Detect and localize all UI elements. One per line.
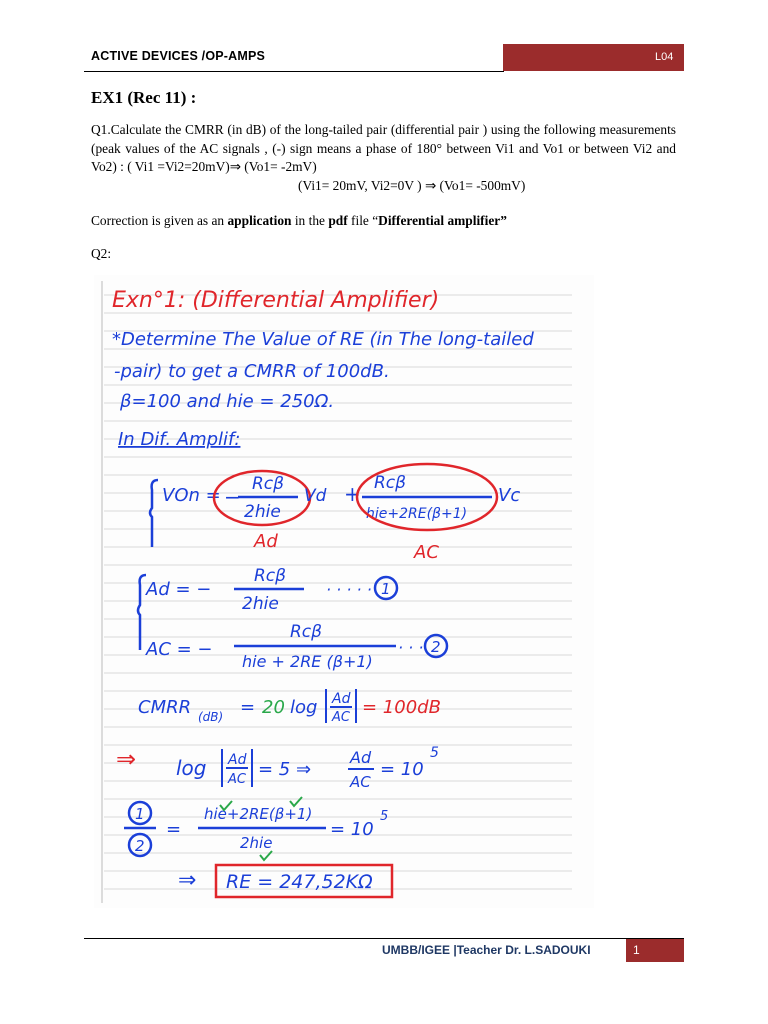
correction-file-name: Differential amplifier”	[378, 213, 507, 228]
question-2-label: Q2:	[91, 246, 112, 261]
footer-teacher: Teacher Dr. L.SADOUKI	[456, 943, 591, 957]
hw-eq-1: =	[240, 697, 256, 718]
hw-ratio2-num: hie+2RE(β+1)	[204, 805, 313, 823]
hw-frac1-num: Rcβ	[252, 474, 285, 494]
footer-credit	[382, 943, 591, 957]
hw-log-2: log	[176, 756, 207, 780]
hw-log-eq: = 5 ⇒	[258, 759, 312, 780]
hw-ratio-den-2: AC	[228, 772, 246, 787]
question-1-second-measure: (Vi1= 20mV, Vi2=0V ) ⇒ (Vo1= -500mV)	[298, 178, 526, 193]
hw-ratio-den-1: AC	[332, 710, 350, 725]
hw-dots-1: · · · · ·	[326, 580, 372, 599]
hw-ratio2-eq: = 10	[330, 819, 374, 840]
hw-implies-arrow: ⇒	[116, 745, 137, 773]
correction-prefix: Correction is given as an	[91, 213, 228, 228]
lecture-code: L04	[655, 51, 674, 63]
hw-exp-2: 5	[380, 809, 389, 824]
notebook-page	[94, 275, 594, 908]
hw-task-line2: -pair) to get a CMRR of 100dB.	[114, 361, 390, 382]
hw-brace-2	[138, 575, 146, 650]
hw-ratio-num-2: Ad	[228, 752, 247, 768]
hw-ratio-den-3: AC	[350, 773, 371, 791]
hw-tag-2: 2	[431, 638, 441, 656]
correction-mid: in the	[291, 213, 329, 228]
hw-ac-num: Rcβ	[290, 622, 323, 642]
exercise-title: EX1 (Rec 11) :	[91, 88, 197, 107]
hw-minus-1: −	[224, 485, 241, 509]
hw-vd: Vd	[304, 486, 327, 506]
hw-task-line1: *Determine The Value of RE (in The long-tailed	[112, 329, 534, 350]
page-number: 1	[633, 943, 640, 957]
hw-ratio2-den: 2hie	[240, 834, 273, 852]
header-divider	[84, 71, 504, 72]
hw-ad-eq: Ad = −	[146, 579, 212, 600]
footer-org: UMBB/IGEE	[382, 943, 451, 957]
hw-result-arrow: ⇒	[178, 868, 197, 893]
hw-title: Exn°1: (Differential Amplifier)	[112, 288, 440, 313]
correction-mid2: file “	[347, 213, 379, 228]
footer-separator: |	[453, 943, 457, 957]
hw-ac-den: hie + 2RE (β+1)	[242, 652, 373, 671]
correction-pdf: pdf	[328, 213, 348, 228]
hw-check-3	[260, 851, 272, 860]
hw-cmrr-k: 20	[262, 697, 285, 718]
hw-ad-num: Rcβ	[254, 566, 287, 586]
hw-result: RE = 247,52KΩ	[226, 871, 373, 893]
hw-ratio-num-3: Ad	[350, 748, 372, 767]
correction-note	[91, 213, 507, 229]
hw-cmrr-sub: (dB)	[198, 710, 224, 724]
hw-plus: +	[344, 482, 361, 506]
hw-exp-1: 5	[430, 745, 439, 761]
hw-vc: Vc	[498, 485, 521, 506]
footer-divider	[84, 938, 684, 939]
hw-ad-den: 2hie	[242, 594, 279, 614]
hw-cmrr-lhs: CMRR	[138, 697, 192, 718]
hw-dots-2: · · ·	[398, 638, 424, 657]
hw-brace-1	[150, 480, 158, 547]
hw-log-1: log	[290, 697, 318, 718]
handwritten-solution-image	[94, 275, 594, 908]
hw-ac-eq: AC = −	[146, 639, 213, 660]
hw-given: β=100 and hie = 250Ω.	[120, 391, 335, 412]
hw-section-title: In Dif. Amplif:	[118, 429, 241, 450]
hw-ratio-num-1: Ad	[332, 691, 351, 707]
hw-frac1-den: 2hie	[244, 502, 281, 522]
hw-ac-label: AC	[414, 542, 439, 563]
hw-ratio-eq: = 10	[380, 759, 424, 780]
hw-ad-label: Ad	[254, 531, 278, 552]
question-1-text: Q1.Calculate the CMRR (in dB) of the long-tailed pair (differential pair ) using the following measurements (peak values of the AC signals , (-) sign means a phase of 180° between Vi1 and Vo1 or between Vi2 and Vo2) : ( Vi1 =Vi2=20mV)⇒ (Vo1= -2mV)	[91, 122, 676, 174]
hw-tag-1: 1	[381, 580, 391, 598]
document-header-title: ACTIVE DEVICES /OP-AMPS	[91, 49, 266, 63]
hw-frac2-den: hie+2RE(β+1)	[366, 506, 468, 522]
hw-c1: 1	[135, 805, 145, 823]
hw-von-lhs: VOn =	[162, 485, 221, 506]
hw-c2: 2	[135, 837, 145, 855]
hw-frac2-num: Rcβ	[374, 473, 407, 493]
hw-cmrr-val: = 100dB	[362, 697, 441, 718]
correction-application: application	[227, 213, 292, 228]
hw-eq-2: =	[166, 819, 182, 840]
